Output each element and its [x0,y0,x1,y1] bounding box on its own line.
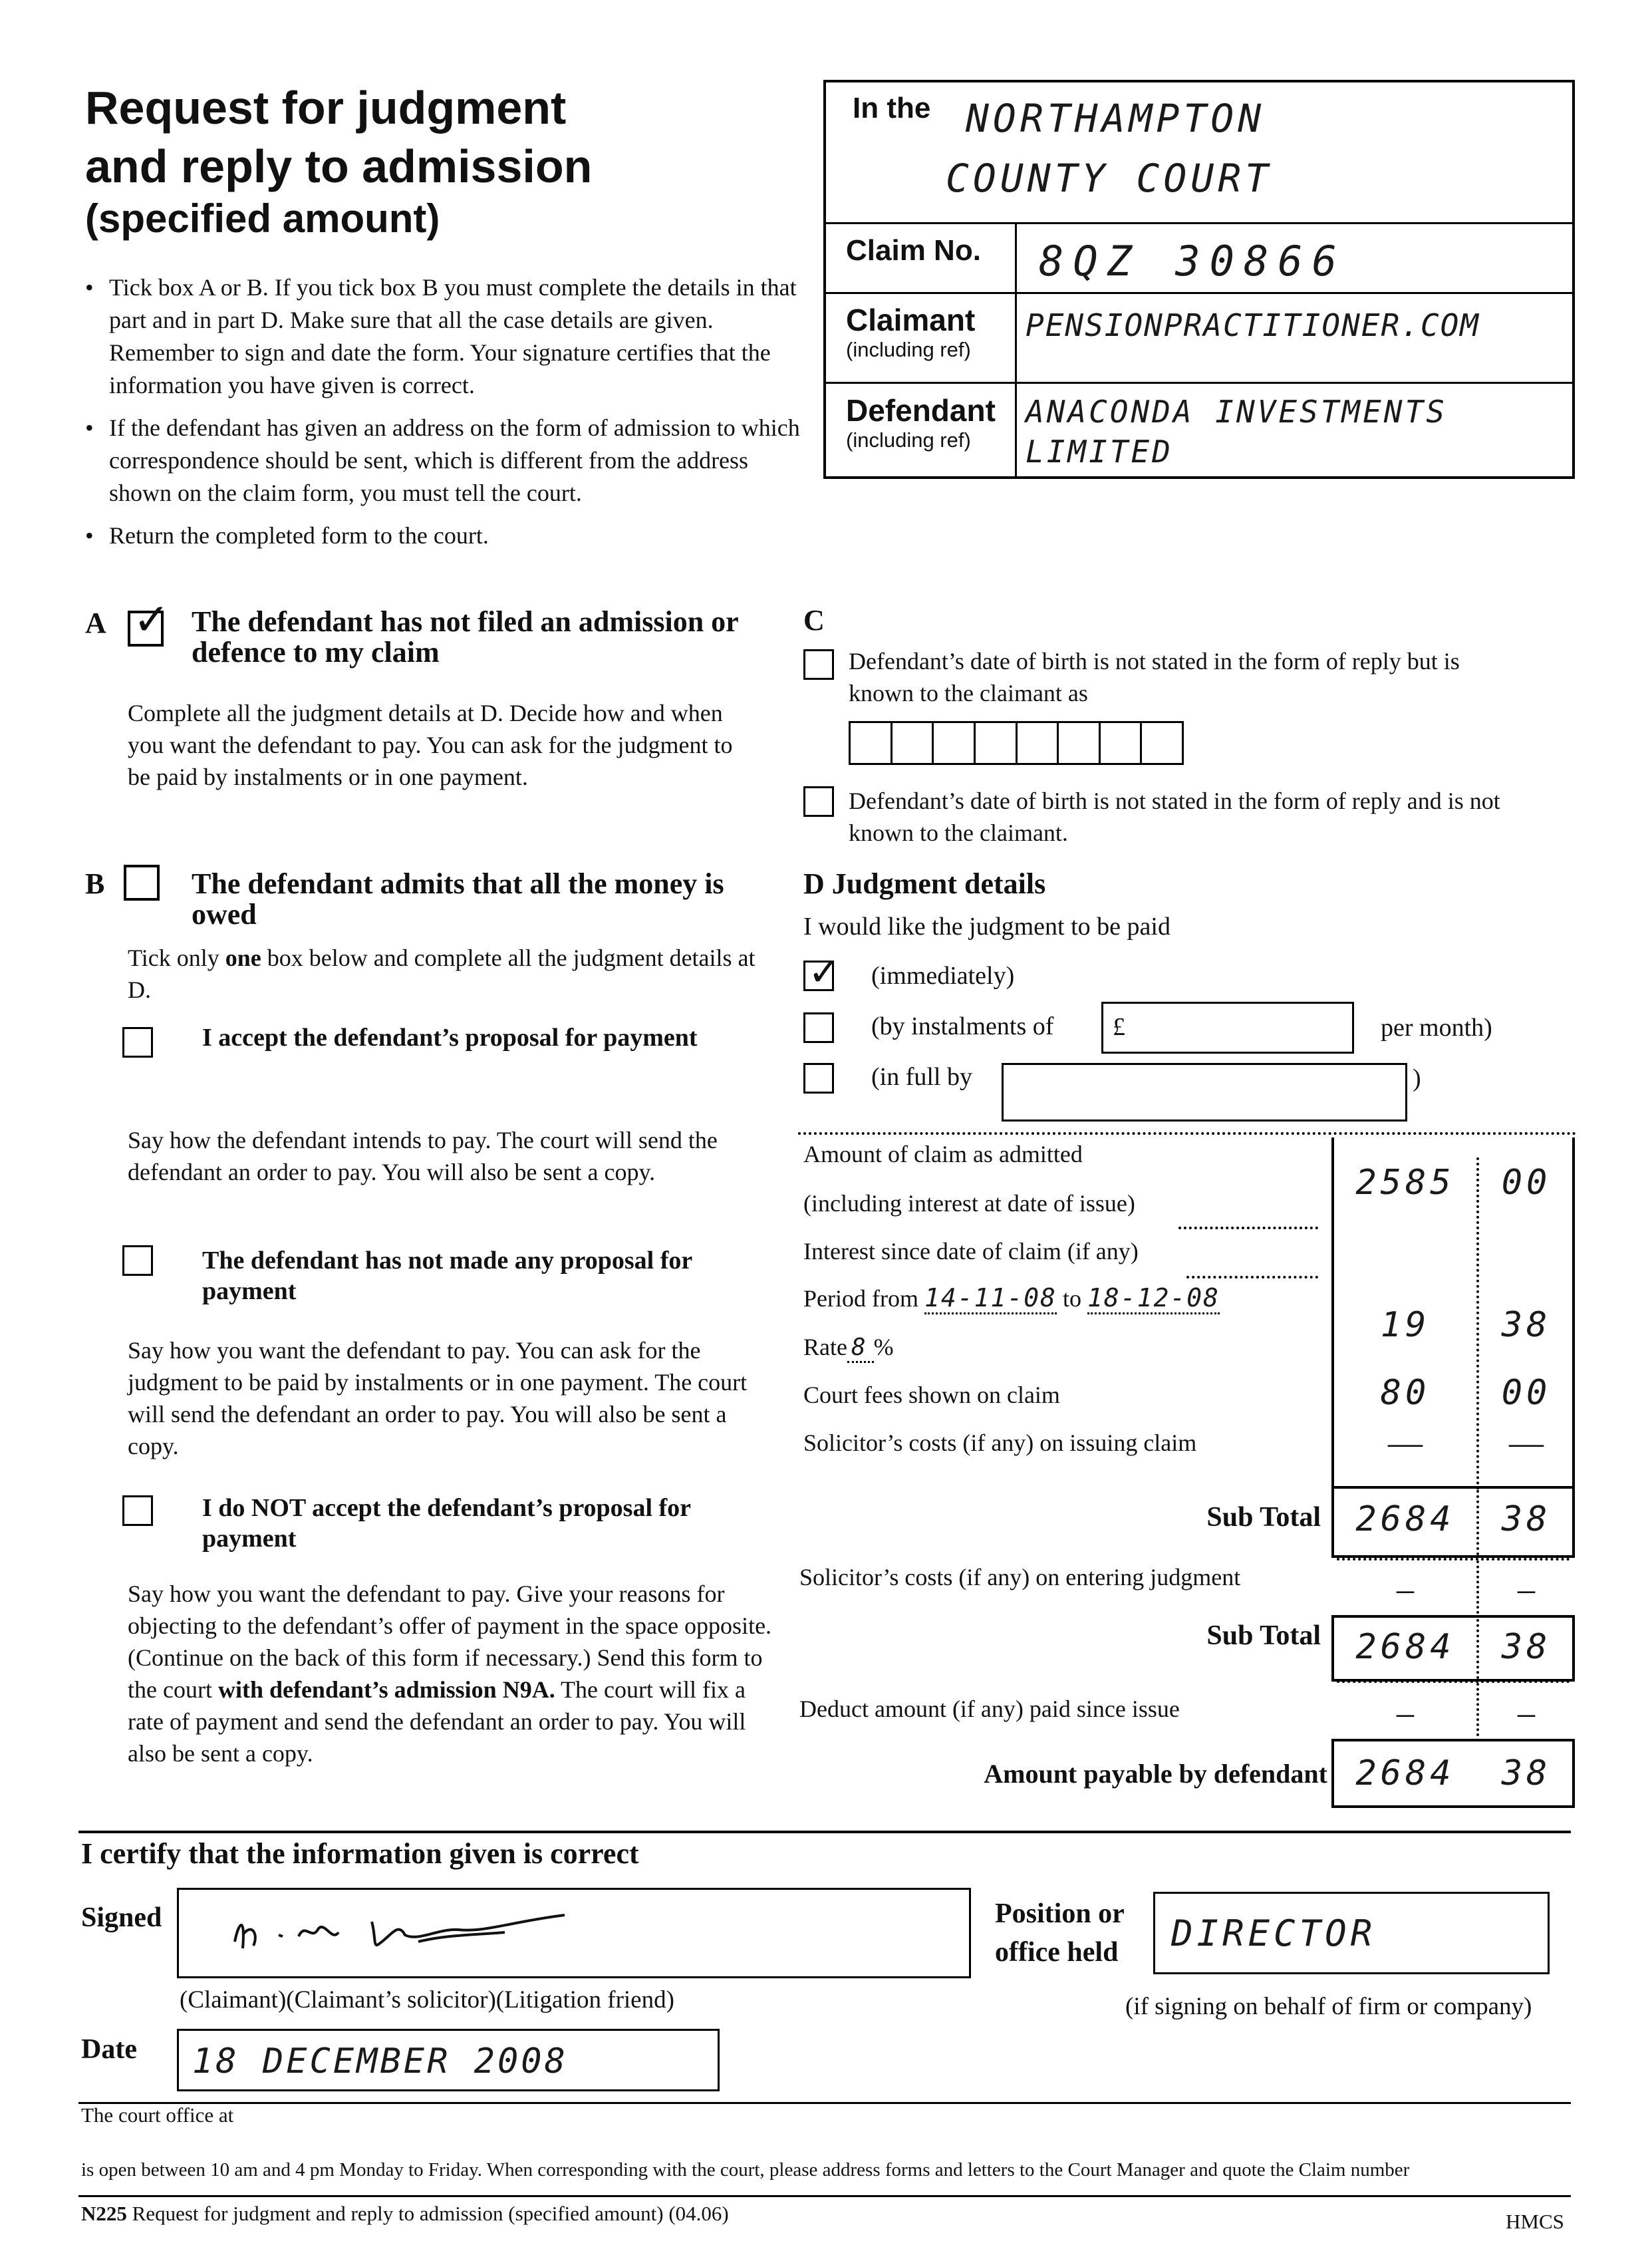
form-code: N225 [81,2202,127,2225]
accept-proposal-checkbox[interactable] [122,1027,153,1058]
pay-instalments-label: (by instalments of [871,1012,1054,1040]
period-to-field[interactable]: 18-12-08 [1087,1283,1220,1314]
reject-text-emphasis: with defendant’s admission N9A. [217,1676,555,1703]
tick-icon: ✓ [808,951,841,994]
rate-label: Rate [803,1334,847,1360]
rate-unit: % [873,1334,894,1360]
dob-unknown-checkbox[interactable] [803,786,834,817]
position-label-line-2: office held [995,1937,1119,1968]
period-to-label: to [1063,1285,1082,1312]
instruction-item: • If the defendant has given an address on the form of admission to which correspondence should be sent, which is different from the address shown on the claim form, you must tell the court. [85,412,810,510]
period-from-field[interactable]: 14-11-08 [924,1283,1057,1314]
section-a-letter: A [85,607,106,639]
footer-divider [78,2102,1571,2104]
section-b-checkbox[interactable] [124,865,160,901]
intro-text: Tick only [128,945,225,971]
court-name-line-2[interactable]: COUNTY COURT [946,156,1273,201]
claim-pence[interactable]: 00 [1501,1163,1552,1203]
dob-input-boxes[interactable] [849,721,1184,765]
signed-caption: (Claimant)(Claimant’s solicitor)(Litigation friend) [180,1986,674,2014]
position-caption: (if signing on behalf of firm or company) [1125,1993,1532,2020]
fees-pence[interactable]: 00 [1501,1373,1552,1413]
case-details-box [823,80,1575,479]
pay-in-full-date-input[interactable] [1002,1063,1407,1122]
pay-in-full-checkbox[interactable] [803,1063,834,1094]
dob-unknown-text: Defendant’s date of birth is not stated in the form of reply and is not known to the claimant. [849,788,1500,846]
defendant-ref-label: (including ref) [846,428,971,452]
section-d-intro: I would like the judgment to be paid [803,913,1170,941]
position-field[interactable] [1153,1892,1550,1974]
dotted-line [1337,1680,1570,1683]
pounds-pence-divider [1476,1683,1479,1736]
section-c-letter: C [803,604,825,637]
section-b-intro [128,942,766,1006]
form-reference [81,2202,729,2226]
fees-pounds[interactable]: 80 [1380,1373,1431,1413]
interest-pounds[interactable]: 19 [1380,1305,1431,1345]
claimant-ref-label: (including ref) [846,338,971,361]
pay-in-full-close: ) [1413,1064,1421,1092]
reject-proposal-checkbox[interactable] [122,1495,153,1526]
court-name-line-1[interactable]: NORTHAMPTON [966,96,1266,141]
form-title [85,78,592,242]
claimant-field[interactable]: PENSIONPRACTITIONER.COM [1026,307,1480,343]
signature-mark [219,1895,591,1975]
section-a-text: Complete all the judgment details at D. Decide how and when you want the defendant to pay. You can ask for the judgment to be paid by instalments or in one payment. [128,700,733,790]
period-from-label: Period from [803,1285,918,1312]
title-line-3: (specified amount) [85,196,440,241]
claim-pounds[interactable]: 2585 [1355,1163,1455,1203]
claim-amount-label-2: (including interest at date of issue) [803,1190,1135,1217]
date-field[interactable] [177,2029,720,2091]
instructions-list [85,271,810,562]
footer-divider [78,2195,1571,2197]
interest-pence[interactable]: 38 [1501,1305,1552,1345]
dob-known-text: Defendant’s date of birth is not stated in the form of reply but is known to the claimant as [849,648,1460,706]
payable-pence[interactable]: 38 [1501,1753,1552,1793]
reject-text-part: The court will fix a rate of payment and send the defendant an order to pay. You will also be sent a copy. [128,1676,746,1767]
signature-box[interactable] [177,1888,971,1978]
payable-pounds[interactable]: 2684 [1355,1753,1455,1793]
pounds-pence-divider [1476,1157,1479,1490]
agency-label: HMCS [1506,2210,1564,2233]
claim-no-label: Claim No. [846,234,981,267]
position-label [995,1894,1125,1972]
form-description: Request for judgment and reply to admission (specified amount) (04.06) [132,2202,729,2225]
pay-immediately-label: (immediately) [871,962,1015,990]
intro-emphasis: one [225,945,261,971]
subtotal-label-2: Sub Total [1206,1620,1321,1651]
dob-known-checkbox[interactable] [803,649,834,680]
intro-text: box below and complete all the judgment details at D. [128,945,756,1003]
reject-proposal-heading: I do NOT accept the defendant’s proposal for payment [202,1494,691,1553]
certify-heading: I certify that the information given is correct [81,1837,639,1870]
claim-no-field[interactable]: 8QZ 30866 [1039,237,1346,285]
subtotal2-pounds[interactable]: 2684 [1355,1627,1455,1667]
no-proposal-checkbox[interactable] [122,1245,153,1276]
pounds-pence-divider [1476,1490,1479,1555]
defendant-field-line-2[interactable]: LIMITED [1026,434,1173,470]
defendant-label: Defendant [846,393,996,428]
currency-symbol: £ [1113,1013,1125,1041]
rate-row [803,1332,894,1363]
pounds-pence-divider [1476,1619,1479,1679]
reject-text-part: Say how you want the defendant to pay. Give your reasons for objecting to the defendant’s offer of payment in the space opposite. (Continue on the back of this form if necessary.) Send this form to the court [128,1580,772,1703]
court-fees-label: Court fees shown on claim [803,1382,1060,1408]
per-month-label: per month) [1381,1014,1492,1042]
pay-immediately-checkbox[interactable] [803,951,841,994]
solicitor-issue-pounds[interactable]: — [1388,1424,1423,1462]
section-d-heading: D Judgment details [803,867,1046,900]
title-line-1: Request for judgment [85,82,567,134]
deduct-pence[interactable]: – [1518,1694,1535,1732]
certify-divider [78,1831,1571,1833]
defendant-field-line-1[interactable]: ANACONDA INVESTMENTS [1026,394,1447,430]
court-hours-text: is open between 10 am and 4 pm Monday to Friday. When corresponding with the court, please address forms and letters to the Court Manager and quote the Claim number [81,2159,1410,2180]
section-b-heading: The defendant admits that all the money is owed [192,867,724,931]
date-label: Date [81,2034,137,2065]
dotted-line [1178,1227,1318,1229]
instruction-item: • Tick box A or B. If you tick box B you must complete the details in that part and in part D. Make sure that all the case details are given. Remember to sign and date the form. Your signature certifies that the information you have given is correct. [85,271,810,402]
dotted-divider [798,1132,1576,1135]
dotted-line [1337,1558,1570,1561]
title-line-2: and reply to admission [85,140,593,192]
court-label: In the [853,92,931,124]
solicitor-issue-pence[interactable]: — [1509,1424,1544,1462]
section-b-letter: B [85,867,105,900]
deduct-pounds[interactable]: – [1397,1694,1414,1732]
reject-proposal-text [128,1578,773,1769]
section-a-heading: The defendant has not filed an admission or defence to my claim [192,605,738,669]
section-a-checkbox[interactable] [128,596,170,647]
no-proposal-heading: The defendant has not made any proposal for payment [202,1247,692,1305]
subtotal1-pounds[interactable]: 2684 [1355,1499,1455,1539]
signed-label: Signed [81,1902,162,1933]
pounds-pence-divider [1476,1561,1479,1614]
dotted-line [1186,1276,1318,1278]
subtotal1-pence[interactable]: 38 [1501,1499,1552,1539]
pay-in-full-label: (in full by [871,1063,972,1091]
claim-amount-label-1: Amount of claim as admitted [803,1141,1083,1167]
instruction-item: • Return the completed form to the court. [85,520,810,552]
interest-label: Interest since date of claim (if any) [803,1238,1139,1265]
tick-icon: ✓ [133,596,170,645]
amount-payable-label: Amount payable by defendant [984,1759,1327,1789]
solicitor-judgment-pence[interactable]: – [1518,1571,1535,1608]
period-row [803,1282,1220,1314]
court-office-label: The court office at [81,2103,234,2127]
solicitor-issue-label: Solicitor’s costs (if any) on issuing claim [803,1429,1197,1456]
pay-instalments-checkbox[interactable] [803,1012,834,1043]
rate-field[interactable]: 8 [847,1334,874,1363]
claimant-label: Claimant [846,303,976,337]
position-value: DIRECTOR [1171,1912,1377,1954]
date-value: 18 DECEMBER 2008 [192,2041,568,2081]
position-label-line-1: Position or [995,1898,1125,1929]
subtotal2-pence[interactable]: 38 [1501,1627,1552,1667]
solicitor-judgment-pounds[interactable]: – [1397,1571,1414,1608]
instalment-amount-input[interactable] [1101,1002,1354,1054]
subtotal-label-1: Sub Total [1206,1502,1321,1533]
no-proposal-text: Say how you want the defendant to pay. You can ask for the judgment to be paid by instalments or in one payment. The court will send the defendant an order to pay. You will also be sent a copy. [128,1337,748,1459]
accept-proposal-heading: I accept the defendant’s proposal for payment [202,1024,698,1052]
solicitor-judgment-label: Solicitor’s costs (if any) on entering judgment [799,1564,1241,1590]
accept-proposal-text: Say how the defendant intends to pay. The court will send the defendant an order to pay. You will also be sent a copy. [128,1127,718,1185]
deduct-label: Deduct amount (if any) paid since issue [799,1696,1180,1722]
